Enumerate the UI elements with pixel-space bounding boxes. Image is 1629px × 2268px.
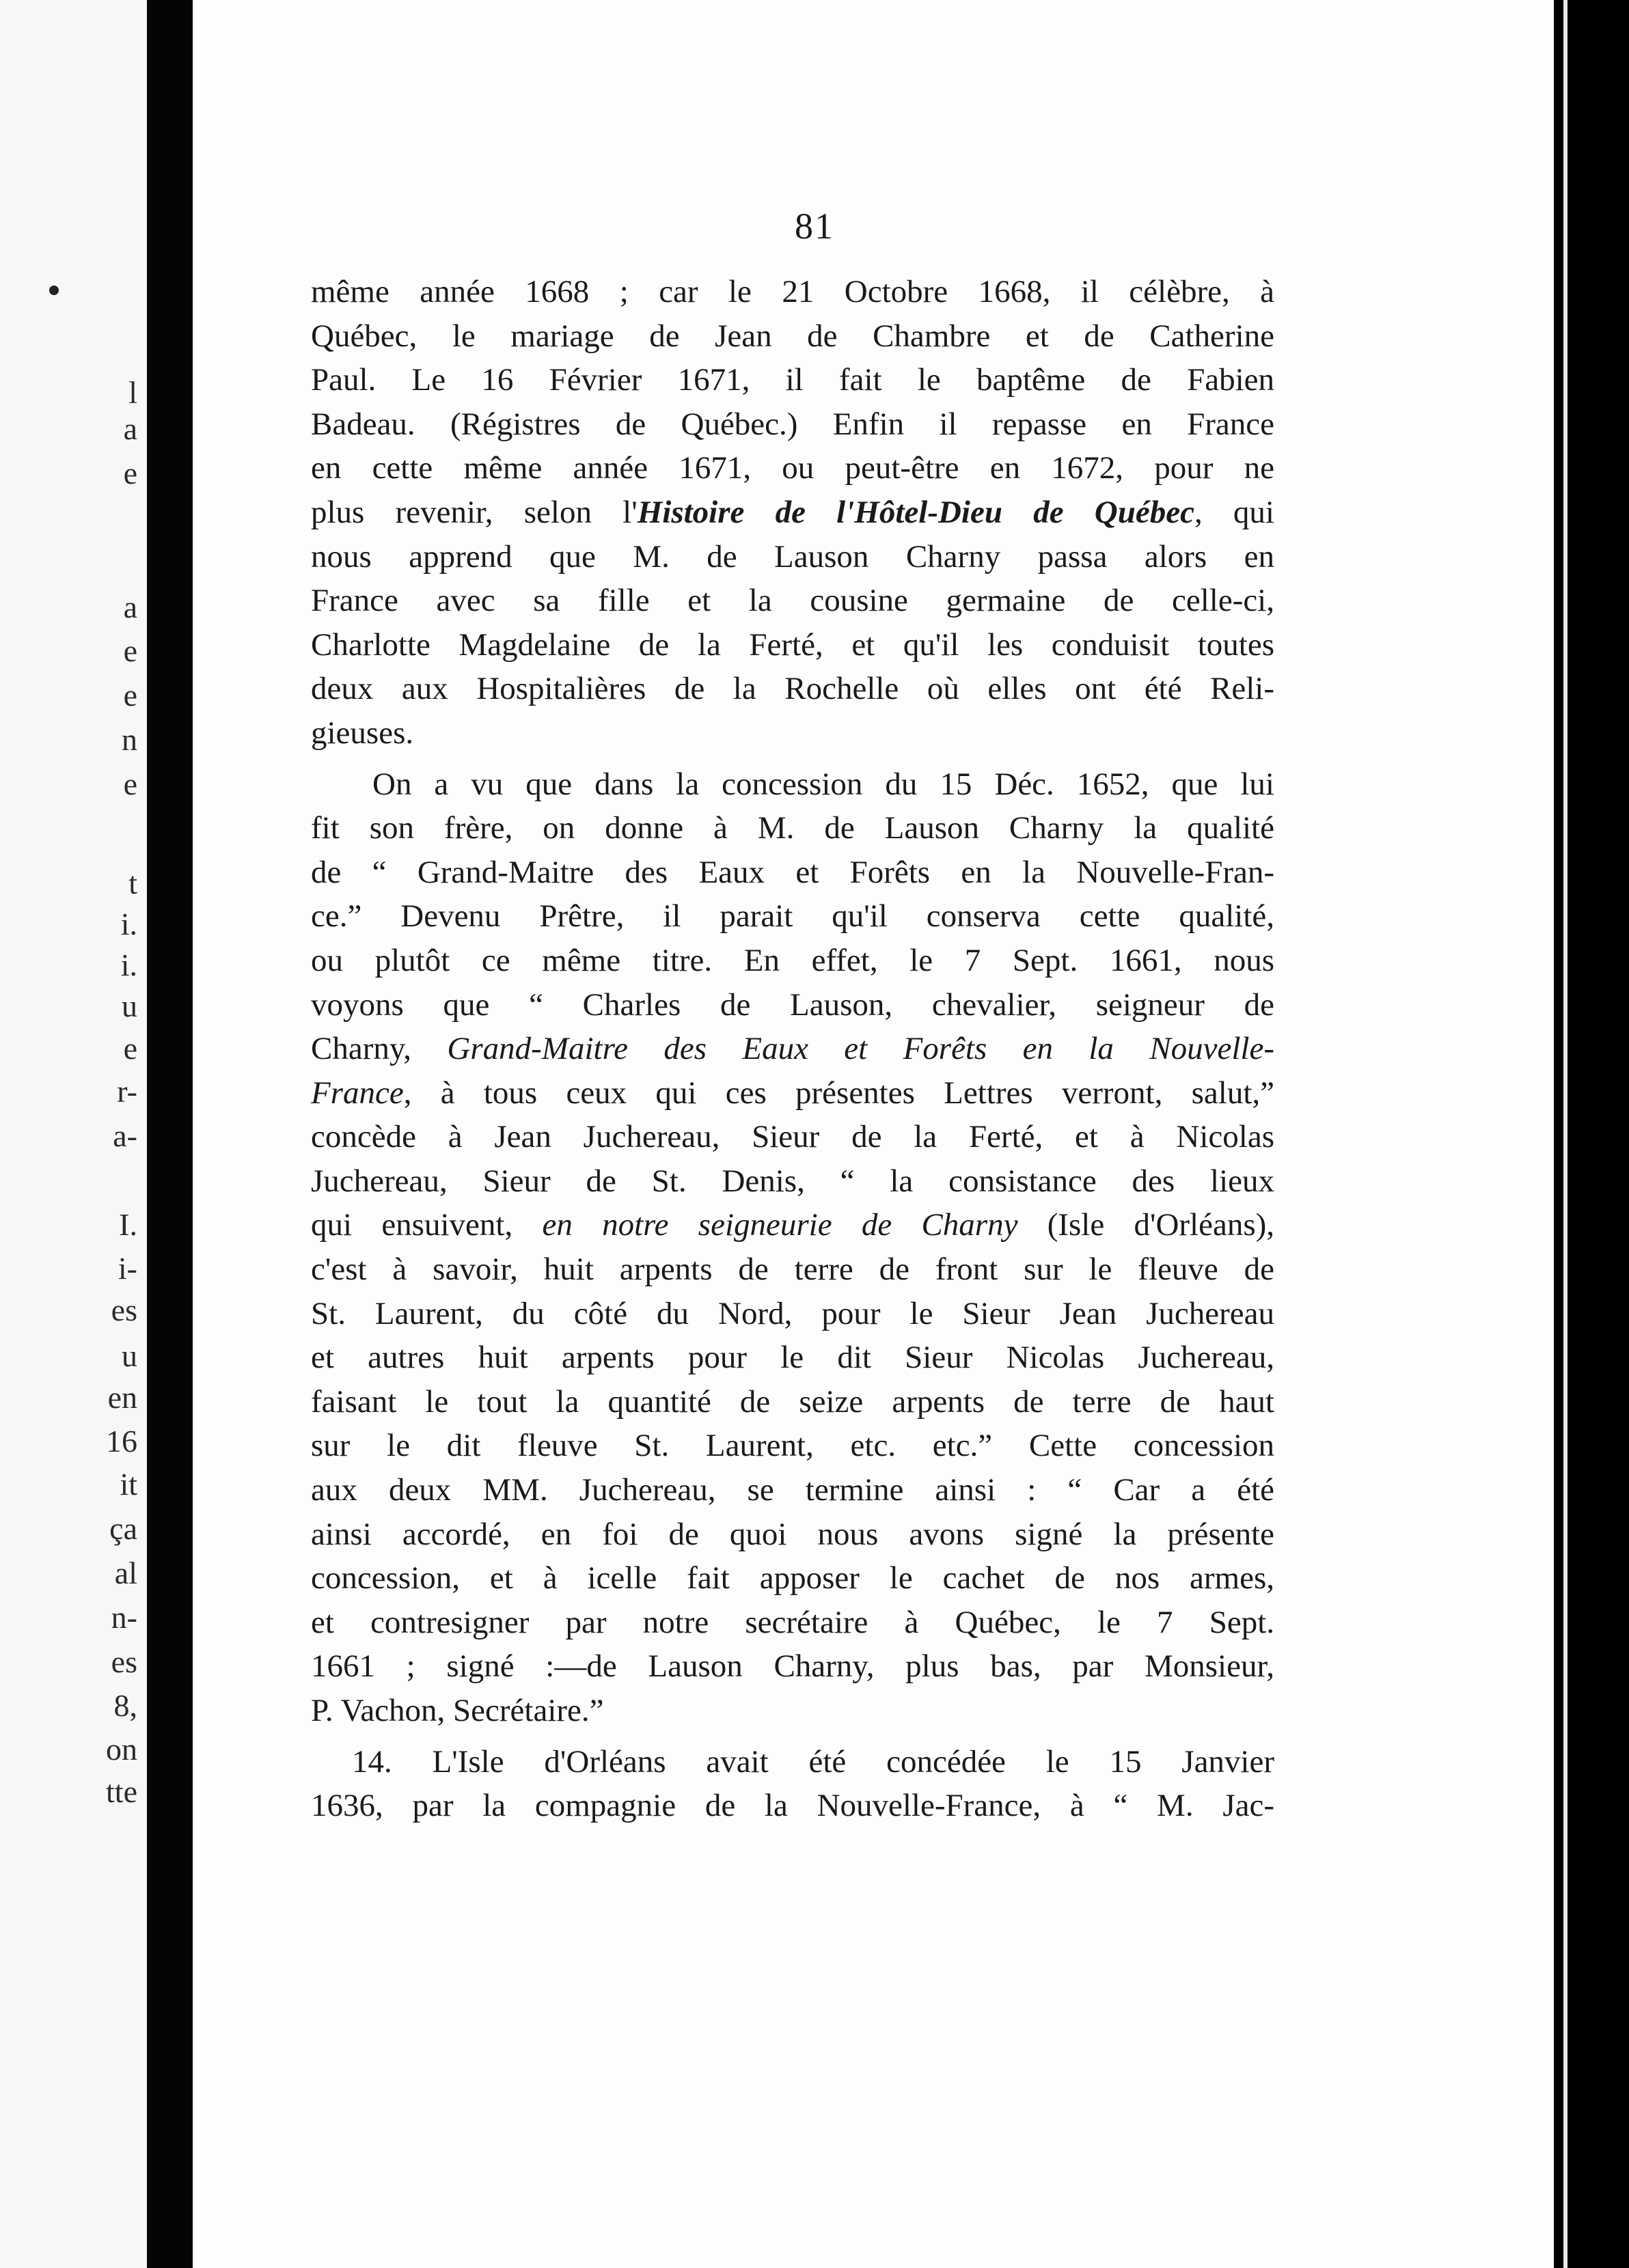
margin-char: i. <box>120 907 137 941</box>
text-line: Badeau. (Régistres de Québec.) Enfin il repasse en France <box>311 406 1274 442</box>
italic-phrase: en notre seigneurie de Charny <box>542 1207 1018 1243</box>
text-line: aux deux MM. Juchereau, se termine ainsi : “ Car a été <box>311 1472 1274 1508</box>
margin-char: t <box>128 866 137 900</box>
text-line <box>311 490 1274 535</box>
text-line: ou plutôt ce même titre. En effet, le 7 Sept. 1661, nous <box>311 942 1274 978</box>
page-edge <box>1554 0 1629 2268</box>
italic-title: France <box>311 1075 404 1111</box>
text-line: On a vu que dans la concession du 15 Déc. 1652, que lui <box>372 766 1274 802</box>
left-page-fragment <box>0 0 147 2268</box>
text-line: sur le dit fleuve St. Laurent, etc. etc.” Cette concession <box>311 1428 1274 1464</box>
text-run: , qui <box>1194 494 1274 530</box>
text-line: fit son frère, on donne à M. de Lauson Charny la qualité <box>311 810 1274 846</box>
margin-char: e <box>123 678 137 713</box>
margin-char: e <box>123 1031 137 1066</box>
margin-char: e <box>123 633 137 668</box>
page-edge-stripe <box>1563 0 1568 2268</box>
text-line: c'est à savoir, huit arpents de terre de front sur le fleuve de <box>311 1251 1274 1288</box>
text-line: de “ Grand-Maitre des Eaux et Forêts en la Nouvelle-Fran- <box>311 854 1274 890</box>
margin-char: a <box>123 590 137 624</box>
margin-char: i- <box>118 1251 137 1286</box>
margin-char: e <box>123 456 137 490</box>
margin-char: a <box>123 411 137 446</box>
text-line: même année 1668 ; car le 21 Octobre 1668, il célèbre, à <box>311 274 1274 309</box>
italic-title: Grand-Maitre des Eaux et Forêts en la Nouvelle- <box>447 1031 1274 1067</box>
text-line: 1636, par la compagnie de la Nouvelle-France, à “ M. Jac- <box>311 1788 1274 1824</box>
margin-char: r- <box>117 1074 137 1109</box>
page-body <box>311 270 1274 1828</box>
margin-char: ça <box>109 1511 137 1546</box>
text-line: ainsi accordé, en foi de quoi nous avons signé la présente <box>311 1516 1274 1552</box>
margin-char: n <box>122 722 137 757</box>
text-line: St. Laurent, du côté du Nord, pour le Sieur Jean Juchereau <box>311 1295 1274 1331</box>
text-line <box>311 1027 1274 1071</box>
book-title: Histoire de l'Hôtel-Dieu de Québec <box>637 494 1194 530</box>
margin-char: a- <box>113 1118 137 1153</box>
text-line: voyons que “ Charles de Lauson, chevalier, seigneur de <box>311 986 1274 1023</box>
text-line: Charlotte Magdelaine de la Ferté, et qu'il les conduisit toutes <box>311 626 1274 663</box>
text-run: , à tous ceux qui ces présentes Lettres verront, salut,” <box>403 1075 1274 1111</box>
margin-char: 16 <box>106 1424 137 1458</box>
paragraph-1 <box>311 270 1274 756</box>
text-run: qui ensuivent, <box>311 1207 543 1243</box>
paragraph-2 <box>311 762 1274 1733</box>
margin-char: i. <box>120 948 137 982</box>
bullet-mark <box>49 286 59 295</box>
text-line: Paul. Le 16 Février 1671, il fait le baptême de Fabien <box>311 362 1274 398</box>
book-gutter <box>147 0 193 2268</box>
margin-char: it <box>120 1467 137 1502</box>
margin-char: 8, <box>113 1688 137 1723</box>
margin-char: I. <box>119 1207 137 1242</box>
text-run: Charny, <box>311 1031 448 1067</box>
text-run: plus revenir, selon l' <box>311 494 638 530</box>
text-line: 1661 ; signé :—de Lauson Charny, plus bas, par Monsieur, <box>311 1648 1274 1685</box>
margin-char: al <box>114 1555 137 1590</box>
text-line: ce.” Devenu Prêtre, il parait qu'il conserva cette qualité, <box>311 898 1274 935</box>
signature-line: P. Vachon, Secrétaire.” <box>311 1693 604 1728</box>
text-line: Juchereau, Sieur de St. Denis, “ la consistance des lieux <box>311 1163 1274 1199</box>
margin-char: es <box>111 1644 137 1679</box>
text-line: concession, et à icelle fait apposer le cachet de nos armes, <box>311 1560 1274 1596</box>
text-line: deux aux Hospitalières de la Rochelle où elles ont été Reli- <box>311 671 1274 707</box>
paragraph-3 <box>311 1740 1274 1828</box>
text-line <box>311 1203 1274 1247</box>
margin-char: l <box>128 375 137 410</box>
text-line: faisant le tout la quantité de seize arpents de terre de haut <box>311 1383 1274 1420</box>
margin-char: u <box>122 988 137 1023</box>
text-line <box>311 1071 1274 1116</box>
margin-char: n- <box>111 1600 137 1635</box>
margin-char: tte <box>106 1774 137 1809</box>
margin-char: es <box>111 1292 137 1327</box>
text-line: gieuses. <box>311 715 414 751</box>
text-line: concède à Jean Juchereau, Sieur de la Ferté, et à Nicolas <box>311 1119 1274 1155</box>
text-line: 14. L'Isle d'Orléans avait été concédée le 15 Janvier <box>352 1743 1274 1780</box>
text-line: et autres huit arpents pour le dit Sieur Nicolas Juchereau, <box>311 1340 1274 1376</box>
margin-char: en <box>107 1380 137 1415</box>
text-line: et contresigner par notre secrétaire à Québec, le 7 Sept. <box>311 1604 1274 1640</box>
text-line: en cette même année 1671, ou peut-être en 1672, pour ne <box>311 450 1274 486</box>
margin-char: u <box>122 1338 137 1373</box>
text-line: Québec, le mariage de Jean de Chambre et de Catherine <box>311 318 1274 354</box>
page-number: 81 <box>795 206 834 247</box>
margin-char: on <box>106 1732 137 1767</box>
margin-char: e <box>123 766 137 801</box>
text-line: nous apprend que M. de Lauson Charny passa alors en <box>311 538 1274 575</box>
text-run: (Isle d'Orléans), <box>1017 1207 1275 1243</box>
text-line: France avec sa fille et la cousine germaine de celle-ci, <box>311 583 1274 619</box>
